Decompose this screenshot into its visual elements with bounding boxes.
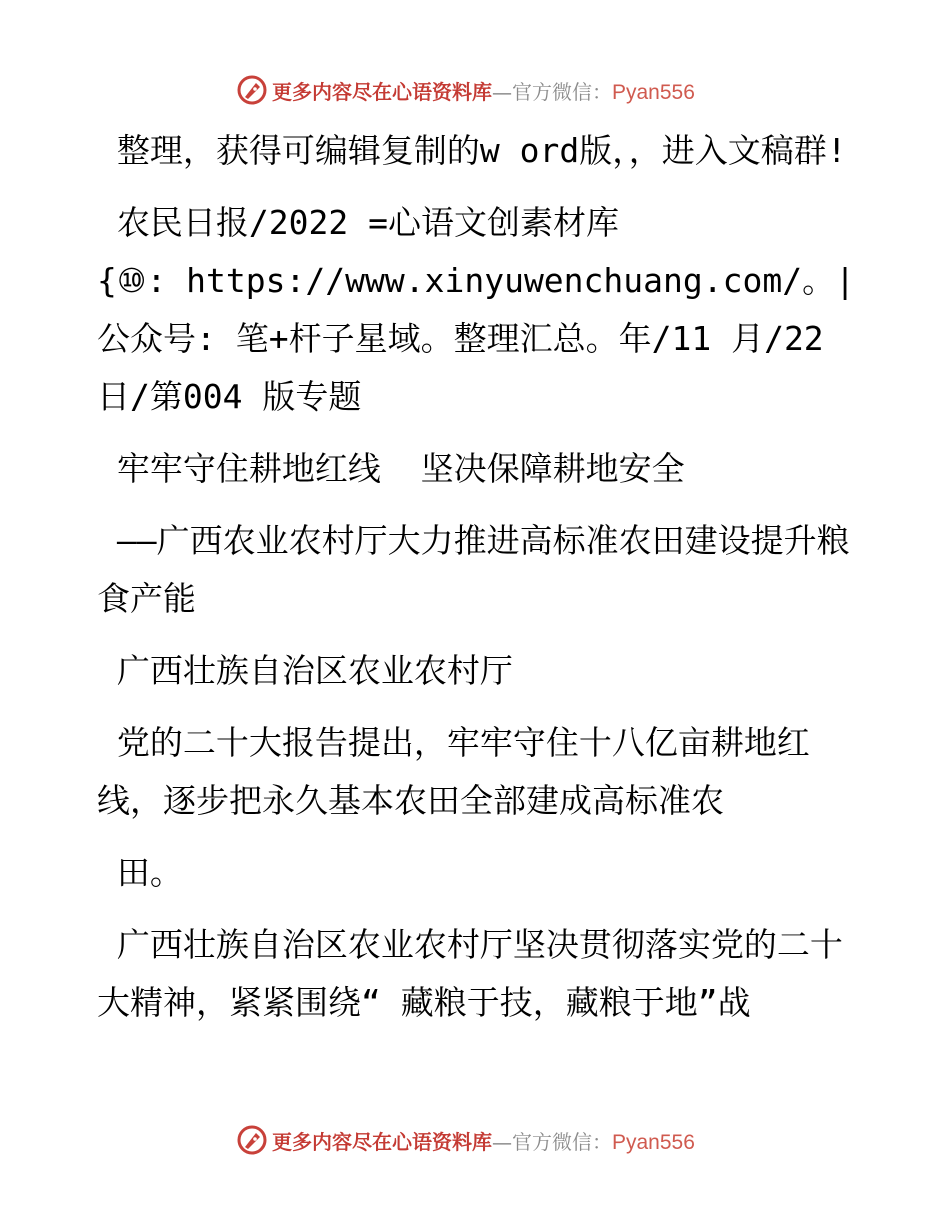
watermark-separator: — <box>492 79 512 104</box>
paragraph-body-1-end: 田。 <box>97 853 183 892</box>
paragraph-body-1: 党的二十大报告提出，牢牢守住十八亿亩耕地红线，逐步把永久基本农田全部建成高标准农 <box>97 723 810 820</box>
paragraph-source: 农民日报/2022 =心语文创素材库 <box>97 203 619 242</box>
footer-watermark <box>236 1122 695 1158</box>
pen-nib-logo-icon <box>236 74 268 106</box>
pen-nib-logo-icon <box>236 1124 268 1156</box>
watermark-brand: 更多内容尽在心语资料库 <box>272 1129 492 1154</box>
watermark-brand: 更多内容尽在心语资料库 <box>272 79 492 104</box>
watermark-label: 官方微信： <box>512 1129 612 1154</box>
watermark-wechat-id: Pyan556 <box>612 1130 695 1154</box>
paragraph-body-2: 广西壮族自治区农业农村厅坚决贯彻落实党的二十大精神，紧紧围绕“ 藏粮于技，藏粮于地”战 <box>97 925 843 1022</box>
watermark-label: 官方微信： <box>512 79 612 104</box>
paragraph-intro: 整理，获得可编辑复制的w ord版，，进入文稿群! <box>97 131 847 170</box>
header-watermark <box>236 72 695 108</box>
article-title: 牢牢守住耕地红线 坚决保障耕地安全 <box>97 449 685 488</box>
watermark-text <box>272 76 695 105</box>
article-subtitle: ——广西农业农村厅大力推进高标准农田建设提升粮食产能 <box>97 521 850 618</box>
watermark-separator: — <box>492 1129 512 1154</box>
watermark-wechat-id: Pyan556 <box>612 80 695 104</box>
article-author: 广西壮族自治区农业农村厅 <box>97 651 513 690</box>
paragraph-website: {⑩: https://www.xinyuwenchuang.com/。|公众号: 笔+杆子星域。整理汇总。年/11 月/22 日/第004 版专题 <box>97 261 855 416</box>
document-body <box>97 122 857 1046</box>
watermark-text <box>272 1126 695 1155</box>
